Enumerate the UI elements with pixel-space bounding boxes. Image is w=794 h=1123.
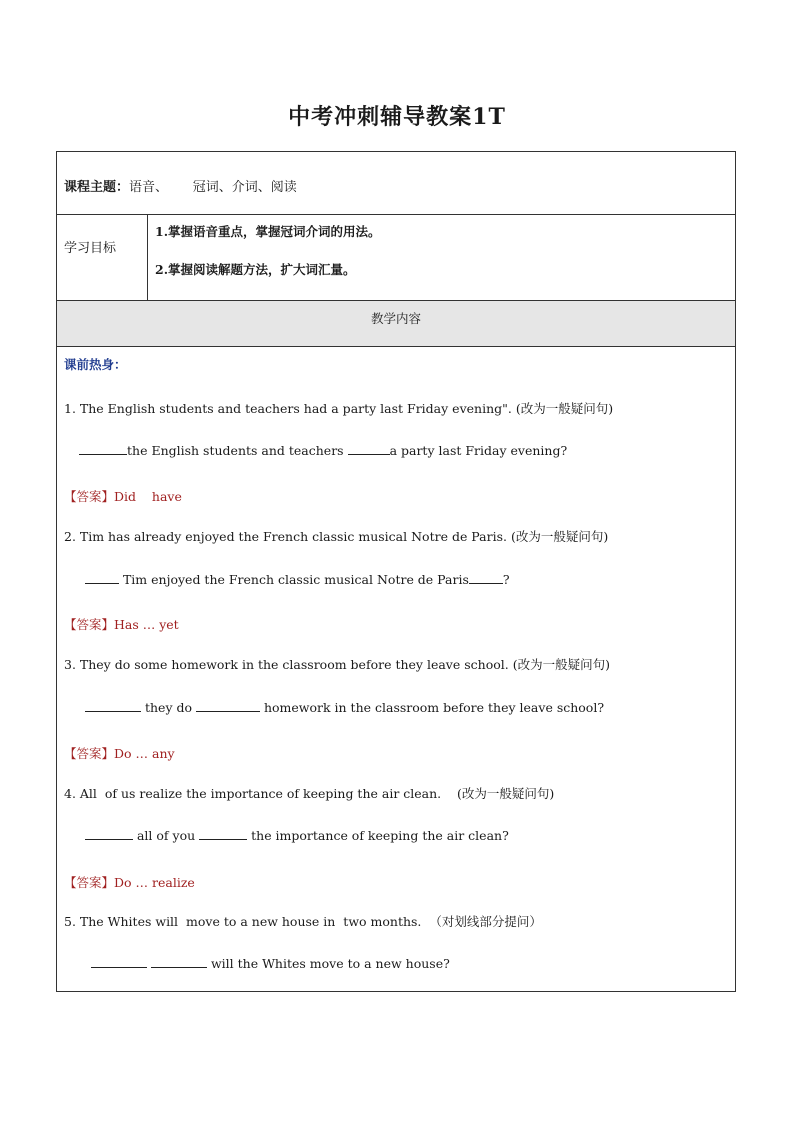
blank[interactable]: [151, 956, 207, 968]
topic-row: [57, 152, 735, 215]
blank[interactable]: [348, 443, 390, 455]
page-title: 中考冲刺辅导教案1T: [288, 104, 506, 130]
question-3-prompt: 3. They do some homework in the classroom before they leave school. (改为一般疑问句): [64, 657, 610, 672]
blank[interactable]: [196, 700, 260, 712]
question-4-prompt: 4. All of us realize the importance of keeping the air clean. (改为一般疑问句): [64, 786, 555, 801]
fill-text: all of you: [133, 828, 200, 843]
lesson-table: [56, 151, 736, 992]
question-2-fill: [85, 572, 510, 587]
question-3-answer: 【答案】Do … any: [64, 746, 175, 761]
question-5-prompt: 5. The Whites will move to a new house in two months. （对划线部分提问）: [64, 914, 542, 929]
goal-item-2: 2.掌握阅读解题方法，扩大词汇量。: [155, 262, 356, 277]
goals-label: 学习目标: [64, 241, 117, 256]
fill-text: the English students and teachers: [127, 443, 348, 458]
question-4-answer: 【答案】Do … realize: [64, 875, 195, 890]
blank[interactable]: [199, 828, 247, 840]
question-1-prompt: 1. The English students and teachers had a party last Friday evening". (改为一般疑问句): [64, 401, 614, 416]
topic: [64, 176, 297, 195]
blank[interactable]: [85, 700, 141, 712]
question-2-answer: 【答案】Has … yet: [64, 617, 179, 632]
question-3-fill: [85, 700, 604, 715]
fill-text: Tim enjoyed the French classic musical Notre de Paris: [119, 572, 469, 587]
question-5-fill: [91, 956, 450, 971]
blank[interactable]: [85, 572, 119, 584]
fill-text: a party last Friday evening?: [389, 443, 568, 458]
question-4-fill: [85, 828, 509, 843]
blank[interactable]: [91, 956, 147, 968]
section-header-row: [57, 301, 735, 347]
fill-text: they do: [141, 700, 196, 715]
fill-text: the importance of keeping the air clean?: [247, 828, 509, 843]
goals-row: [57, 215, 735, 301]
topic-label: 课程主题：: [64, 180, 130, 195]
fill-text: will the Whites move to a new house?: [206, 956, 450, 971]
blank[interactable]: [85, 828, 133, 840]
goal-item-1: 1.掌握语音重点，掌握冠词介词的用法。: [155, 224, 381, 239]
cell-divider: [147, 215, 148, 301]
blank[interactable]: [469, 572, 503, 584]
fill-text: homework in the classroom before they leave school?: [259, 700, 605, 715]
question-2-prompt: 2. Tim has already enjoyed the French classic musical Notre de Paris. (改为一般疑问句): [64, 529, 609, 544]
question-1-fill: [79, 443, 567, 458]
section-title: 教学内容: [370, 311, 421, 326]
question-1-answer: 【答案】Did have: [64, 489, 182, 504]
content-row: [57, 347, 735, 992]
blank[interactable]: [79, 443, 127, 455]
fill-text: ?: [502, 572, 510, 587]
topic-value: 语音、 冠词、介词、阅读: [129, 180, 297, 195]
warmup-label: 课前热身：: [64, 357, 127, 372]
